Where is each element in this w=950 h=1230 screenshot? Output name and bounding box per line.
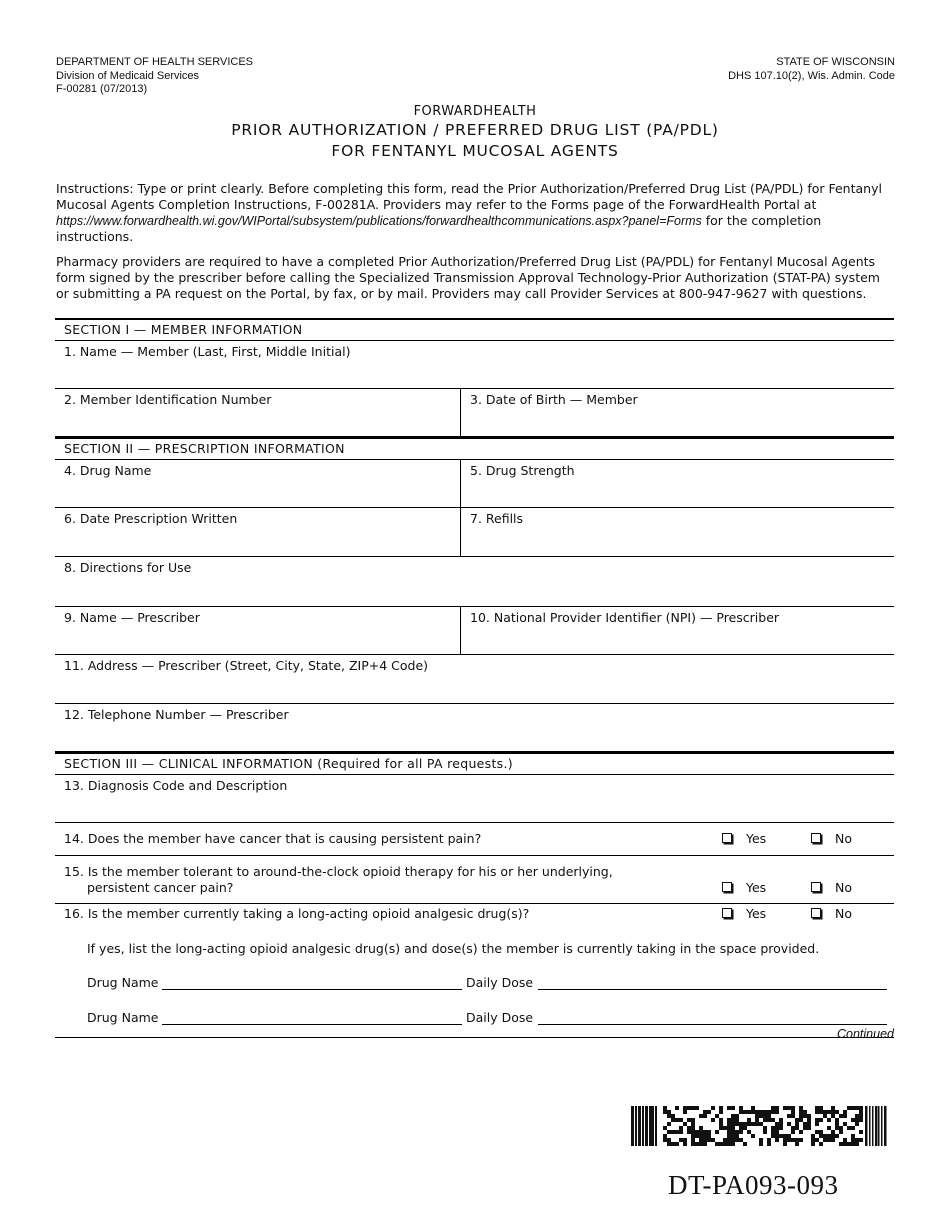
checkbox-icon[interactable] — [722, 833, 732, 843]
forms-url-link[interactable]: https://www.forwardhealth.wi.gov/WIPortal/subsystem/publications/forwardhealthcommunications.aspx?panel=Forms — [56, 214, 702, 228]
pa-form — [55, 318, 894, 1038]
no-label: No — [835, 831, 852, 846]
directions-row — [55, 557, 894, 607]
address-row — [55, 655, 894, 704]
daily-dose-2-label: Daily Dose — [466, 1010, 534, 1025]
prescriber-phone-label: 12. Telephone Number — Prescriber — [64, 707, 289, 722]
q15-yes-option[interactable] — [722, 880, 766, 895]
yes-label: Yes — [746, 831, 767, 846]
prescription-row — [55, 508, 894, 557]
section-3-header: SECTION III — CLINICAL INFORMATION (Required for all PA requests.) — [55, 752, 894, 775]
q14-yes-option[interactable] — [722, 831, 766, 846]
section-1-header: SECTION I — MEMBER INFORMATION — [55, 318, 894, 341]
drug-row — [55, 460, 894, 508]
admin-code: DHS 107.10(2), Wis. Admin. Code — [728, 69, 895, 82]
prescriber-name-field[interactable] — [55, 607, 461, 654]
form-title — [0, 104, 950, 162]
question-14-text: 14. Does the member have cancer that is causing persistent pain? — [64, 831, 482, 846]
state-header — [728, 56, 895, 83]
prescriber-phone-field[interactable] — [55, 704, 894, 751]
instructions-text: Type or print clearly. Before completing this form, read the Prior Authorization/Preferred Drug List (PA/PDL) for Fentanyl Mucosal Agents Completion Instructions, F-00281A. Providers may refer to the Forms page of the ForwardHealth Portal at — [56, 181, 882, 212]
form-number: F-00281 (07/2013) — [56, 83, 148, 95]
drug-name-2-input[interactable] — [162, 1024, 462, 1025]
member-name-label: 1. Name — Member (Last, First, Middle Initial) — [64, 344, 351, 359]
q16-no-option[interactable] — [811, 906, 852, 921]
agency-header — [56, 56, 253, 97]
prescriber-address-label: 11. Address — Prescriber (Street, City, State, ZIP+4 Code) — [64, 658, 429, 673]
question-14 — [55, 823, 894, 856]
prescriber-npi-label: 10. National Provider Identifier (NPI) — Prescriber — [470, 610, 780, 625]
yes-label: Yes — [746, 880, 767, 895]
drug-name-field[interactable] — [55, 460, 461, 507]
drug-strength-label: 5. Drug Strength — [470, 463, 575, 478]
diagnosis-row — [55, 775, 894, 823]
title-line-1: PRIOR AUTHORIZATION / PREFERRED DRUG LIST (PA/PDL) — [231, 121, 719, 139]
checkbox-icon[interactable] — [811, 882, 821, 892]
date-written-label: 6. Date Prescription Written — [64, 511, 238, 526]
daily-dose-1-input[interactable] — [538, 989, 887, 990]
q16-yes-option[interactable] — [722, 906, 766, 921]
no-label: No — [835, 880, 852, 895]
state-name: STATE OF WISCONSIN — [776, 56, 895, 68]
no-label: No — [835, 906, 852, 921]
drug-strength-field[interactable] — [461, 460, 894, 507]
checkbox-icon[interactable] — [722, 908, 732, 918]
checkbox-icon[interactable] — [811, 833, 821, 843]
member-dob-label: 3. Date of Birth — Member — [470, 392, 638, 407]
member-id-field[interactable] — [55, 389, 461, 436]
telephone-row — [55, 704, 894, 752]
member-name-field[interactable] — [55, 341, 894, 388]
question-15 — [55, 856, 894, 904]
date-written-field[interactable] — [55, 508, 461, 556]
directions-label: 8. Directions for Use — [64, 560, 192, 575]
document-id: DT-PA093-093 — [668, 1170, 839, 1200]
prescriber-address-field[interactable] — [55, 655, 894, 703]
q14-no-option[interactable] — [811, 831, 852, 846]
prescriber-row — [55, 607, 894, 655]
section-2-header: SECTION II — PRESCRIPTION INFORMATION — [55, 437, 894, 460]
drug-name-2-label: Drug Name — [87, 1010, 159, 1025]
drug-name-1-label: Drug Name — [87, 975, 159, 990]
program-name: FORWARDHEALTH — [413, 104, 537, 119]
barcode-image — [631, 1106, 887, 1146]
continued-label: Continued — [837, 1027, 894, 1041]
instructions-tail: for the completion instructions. — [56, 213, 822, 244]
member-id-row — [55, 389, 894, 437]
drug-name-label: 4. Drug Name — [64, 463, 152, 478]
question-16-note: If yes, list the long-acting opioid analgesic drug(s) and dose(s) the member is currently taking in the space provided. — [87, 941, 820, 956]
question-16 — [55, 904, 894, 1038]
question-15-text-cont: persistent cancer pain? — [87, 880, 234, 895]
member-dob-field[interactable] — [461, 389, 894, 436]
refills-label: 7. Refills — [470, 511, 524, 526]
pharmacy-paragraph: Pharmacy providers are required to have a completed Prior Authorization/Preferred Drug List (PA/PDL) for Fentanyl Mucosal Agents form signed by the prescriber before calling the Specialized Transmission Approval Technology-Prior Authorization (STAT-PA) system or submitting a PA request on the Portal, by fax, or by mail. Providers may call Provider Services at 800-947-9627 with questions. — [56, 254, 880, 301]
barcode-graphic — [631, 1106, 887, 1146]
refills-field[interactable] — [461, 508, 894, 556]
prescriber-npi-field[interactable] — [461, 607, 894, 654]
daily-dose-1-label: Daily Dose — [466, 975, 534, 990]
prescriber-name-label: 9. Name — Prescriber — [64, 610, 200, 625]
diagnosis-label: 13. Diagnosis Code and Description — [64, 778, 288, 793]
drug-name-1-input[interactable] — [162, 989, 462, 990]
question-15-text: 15. Is the member tolerant to around-the-clock opioid therapy for his or her underlying, — [64, 864, 613, 879]
checkbox-icon[interactable] — [722, 882, 732, 892]
division-name: Division of Medicaid Services — [56, 69, 200, 82]
diagnosis-field[interactable] — [55, 775, 894, 822]
q15-no-option[interactable] — [811, 880, 852, 895]
checkbox-icon[interactable] — [811, 908, 821, 918]
instructions-label: Instructions: — [56, 181, 134, 196]
instructions-paragraph — [56, 181, 894, 245]
question-16-text: 16. Is the member currently taking a long-acting opioid analgesic drug(s)? — [64, 906, 530, 921]
daily-dose-2-input[interactable] — [538, 1024, 887, 1025]
title-line-2: FOR FENTANYL MUCOSAL AGENTS — [331, 142, 619, 160]
yes-label: Yes — [746, 906, 767, 921]
member-name-row — [55, 341, 894, 389]
directions-field[interactable] — [55, 557, 894, 606]
department-name: DEPARTMENT OF HEALTH SERVICES — [56, 56, 254, 68]
member-id-label: 2. Member Identification Number — [64, 392, 272, 407]
